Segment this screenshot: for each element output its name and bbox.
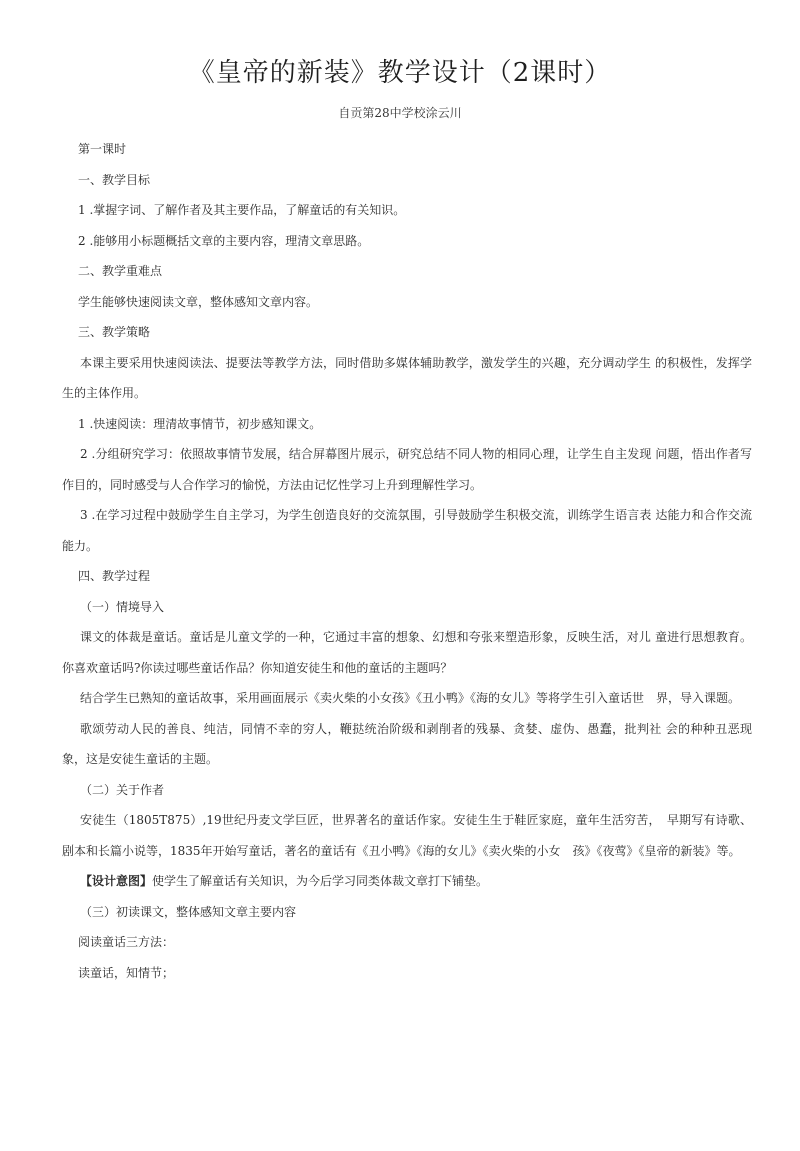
key-points-text: 学生能够快速阅读文章，整体感知文章内容。 <box>78 294 319 309</box>
section-heading-strategy: 三、教学策略 <box>78 325 151 339</box>
strategy-paragraph: 本课主要采用快速阅读法、提要法等教学方法，同时借助多媒体辅助教学，激发学生的兴趣，充分调动学生 的积极性，发挥学生的主体作用。 <box>62 355 752 400</box>
author-paragraph: 安徒生（1805T875）,19世纪丹麦文学巨匠，世界著名的童话作家。安徒生生于鞋匠家庭，童年生活穷苦， 早期写有诗歌、剧本和长篇小说等，1835年开始写童话，著名的童话有《丑小鸭》《海的女儿》《卖火柴的小女 孩》《夜莺》《皇帝的新装》等。 <box>62 813 752 858</box>
strategy-item-1: 1 .快速阅读：理清故事情节，初步感知课文。 <box>78 416 322 431</box>
subsection-heading-first-reading: （三）初读课文，整体感知文章主要内容 <box>80 904 297 919</box>
section-heading-key-points: 二、教学重难点 <box>78 264 163 278</box>
author-line: 自贡第28中学校涂云川 <box>338 106 462 120</box>
objective-item-2: 2 .能够用小标题概括文章的主要内容，理清文章思路。 <box>78 233 370 248</box>
subsection-heading-author: （二）关于作者 <box>80 782 165 797</box>
strategy-item-2: 2 .分组研究学习：依照故事情节发展，结合屏幕图片展示，研究总结不同人物的相同心理，让学生自主发现 问题，悟出作者写作目的，同时感受与人合作学习的愉悦，方法由记忆性学习上升到理解性学习。 <box>62 447 752 492</box>
intro-paragraph-2: 结合学生已熟知的童话故事，采用画面展示《卖火柴的小女孩》《丑小鸭》《海的女儿》等将学生引入童话世 界，导入课题。 <box>80 691 741 705</box>
objective-item-1: 1 .掌握字词、了解作者及其主要作品，了解童话的有关知识。 <box>78 203 406 217</box>
design-intent-tag: 【设计意图】 <box>80 874 153 888</box>
reading-method-1: 读童话，知情节； <box>78 965 175 980</box>
document-title: 《皇帝的新装》教学设计（2课时） <box>188 58 612 88</box>
section-heading-objectives: 一、教学目标 <box>78 172 151 187</box>
lesson-heading: 第一课时 <box>78 142 127 156</box>
document-body <box>62 134 752 988</box>
reading-methods-heading: 阅读童话三方法： <box>78 935 175 949</box>
subsection-heading-intro: （一）情境导入 <box>80 599 165 614</box>
design-intent-text: 使学生了解童话有关知识，为今后学习同类体裁文章打下铺垫。 <box>152 874 489 888</box>
intro-paragraph-1: 课文的体裁是童话。童话是儿童文学的一种，它通过丰富的想象、幻想和夸张来塑造形象，反映生活，对儿 童进行思想教育。你喜欢童话吗?你读过哪些童话作品？你知道安徒生和他的童话的主题吗？ <box>62 630 752 675</box>
design-intent-line <box>62 866 752 897</box>
section-heading-process: 四、教学过程 <box>78 569 151 583</box>
intro-paragraph-3: 歌颂劳动人民的善良、纯洁，同情不幸的穷人，鞭挞统治阶级和剥削者的残暴、贪婪、虚伪、愚蠢，批判社 会的种种丑恶现象，这是安徒生童话的主题。 <box>62 721 752 766</box>
strategy-item-3: 3 .在学习过程中鼓励学生自主学习，为学生创造良好的交流氛围，引导鼓励学生积极交流，训练学生语言表 达能力和合作交流能力。 <box>62 508 752 553</box>
